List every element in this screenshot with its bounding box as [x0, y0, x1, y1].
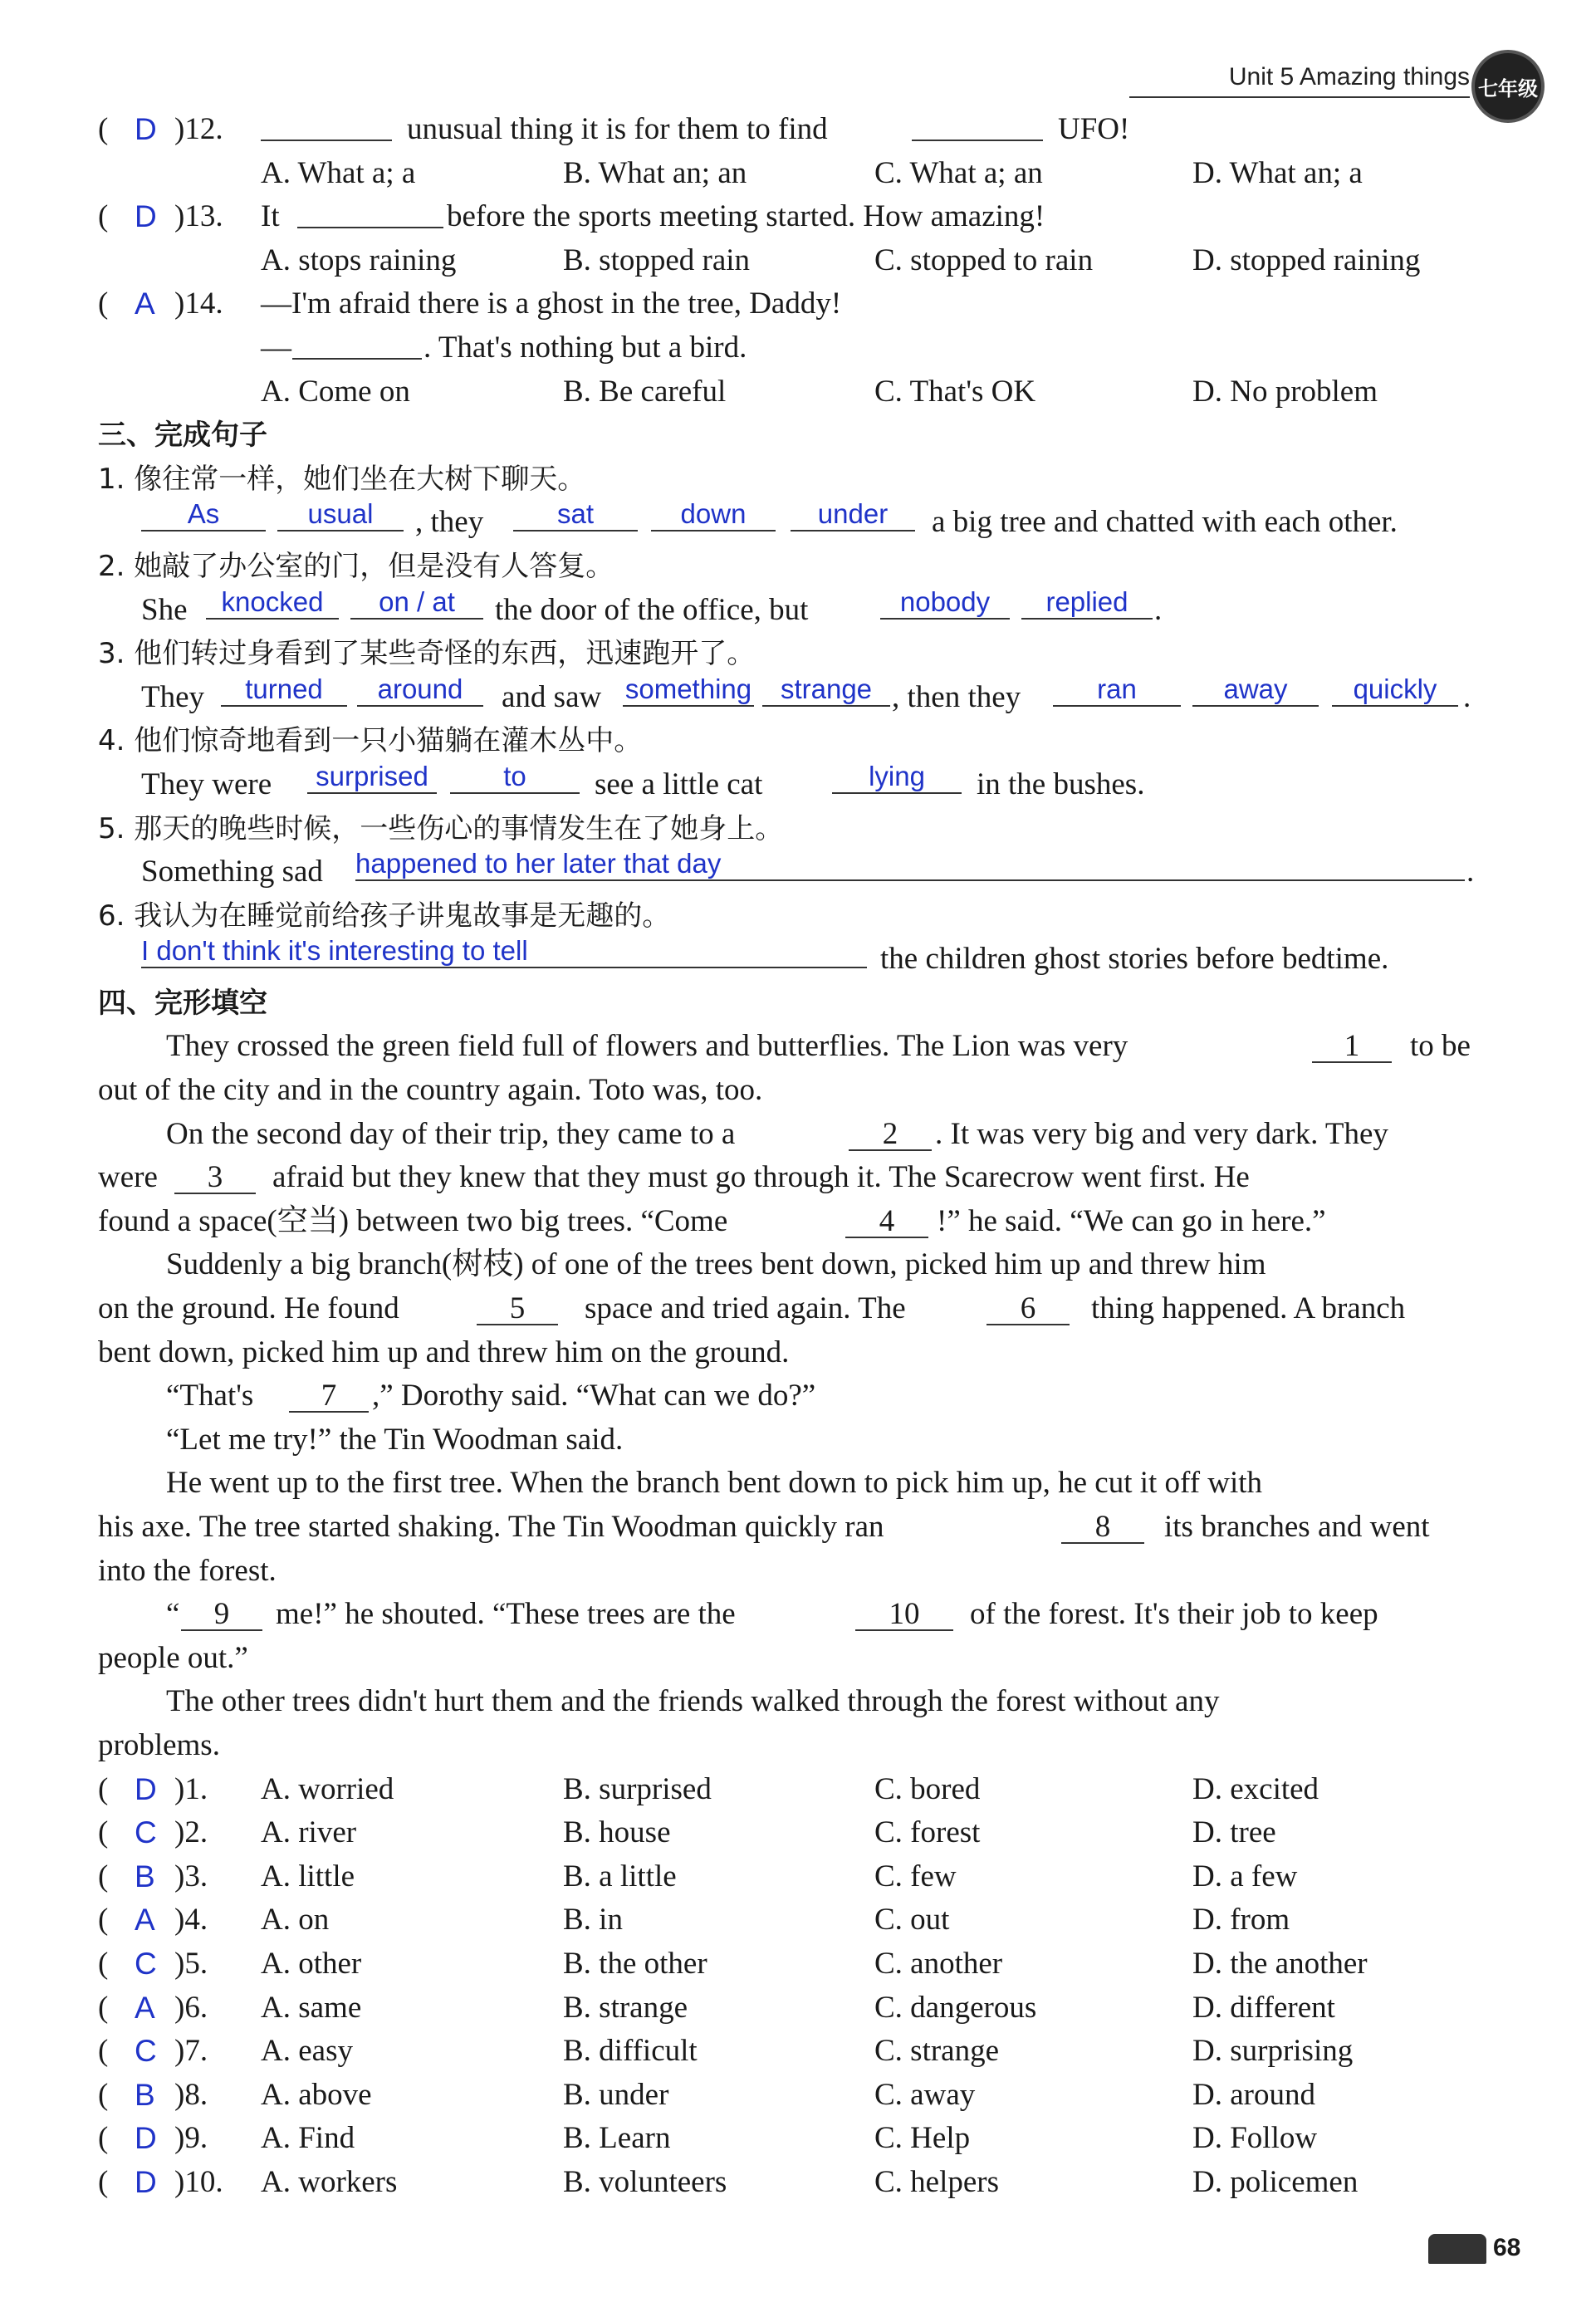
cloze-blank: 4: [845, 1207, 928, 1238]
option: D. from: [1192, 1903, 1290, 1937]
answer-mark: A: [135, 1903, 155, 1937]
cloze-answer-row: ( D )10. A. workers B. volunteers C. helpers D. policemen: [98, 2161, 1476, 2205]
fill-blank: away: [1192, 674, 1319, 707]
option: A. above: [261, 2077, 372, 2112]
fill-blank: happened to her later that day: [355, 848, 1465, 881]
answer-mark: B: [135, 1859, 155, 1893]
option: A. river: [261, 1815, 357, 1850]
answer-mark: D: [135, 199, 157, 234]
option: B. the other: [563, 1946, 707, 1981]
option: C. bored: [874, 1771, 981, 1806]
question-number: )9.: [174, 2121, 208, 2156]
sentence-5-english: Something sad happened to her later that day .: [141, 848, 1475, 889]
sentence-3-english: They turned around and saw something strange , then they ran away quickly .: [141, 673, 1471, 714]
option: A. workers: [261, 2164, 398, 2199]
option: C. dangerous: [874, 1990, 1037, 2025]
answer-blank: [292, 326, 422, 360]
cloze-answer-row: ( C )2. A. river B. house C. forest D. tree: [98, 1811, 1476, 1855]
cloze-answer-row: ( D )1. A. worried B. surprised C. bored D. excited: [98, 1768, 1476, 1812]
fill-blank: quickly: [1332, 674, 1458, 707]
answer-mark: D: [135, 112, 157, 146]
fill-blank: ran: [1053, 674, 1181, 707]
question-number: )1.: [174, 1771, 208, 1806]
question-number: )3.: [174, 1859, 208, 1893]
option: C. Help: [874, 2121, 971, 2156]
cloze-blank: 7: [289, 1381, 369, 1413]
option: B. surprised: [563, 1771, 712, 1806]
answer-mark: D: [135, 1771, 157, 1806]
mc-question-14-reply: — . That's nothing but a bird.: [98, 326, 1476, 370]
option: C. away: [874, 2077, 976, 2112]
cloze-line: The other trees didn't hurt them and the friends walked through the forest without any: [166, 1684, 1220, 1719]
cloze-line: were 3 afraid but they knew that they must go through it. The Scarecrow went first. He: [98, 1160, 1250, 1195]
book-logo-icon: [1428, 2234, 1486, 2264]
option: C. helpers: [874, 2164, 1000, 2199]
cloze-blank: 2: [849, 1119, 932, 1151]
cloze-line: “Let me try!” the Tin Woodman said.: [166, 1422, 624, 1457]
option: A. Find: [261, 2121, 355, 2156]
fill-blank: knocked: [206, 586, 339, 620]
fill-blank: turned: [221, 674, 347, 707]
option: A. on: [261, 1903, 330, 1937]
option: A. little: [261, 1859, 355, 1893]
fill-blank: something: [623, 674, 754, 707]
option: C. forest: [874, 1815, 981, 1850]
cloze-line: people out.”: [98, 1640, 248, 1675]
option: B. Learn: [563, 2121, 671, 2156]
option: D. excited: [1192, 1771, 1319, 1806]
sentence-4-english: They were surprised to see a little cat lying in the bushes.: [141, 760, 1145, 801]
cloze-answer-row: ( A )4. A. on B. in C. out D. from: [98, 1898, 1476, 1942]
cloze-line: found a space(空当) between two big trees. “Come 4 !” he said. “We can go in here.”: [98, 1203, 1326, 1238]
header-rule: [1129, 96, 1470, 98]
cloze-line: his axe. The tree started shaking. The Tin Woodman quickly ran 8 its branches and went: [98, 1510, 1430, 1544]
answer-mark: A: [135, 1990, 155, 2025]
grade-badge-icon: 七年级: [1471, 50, 1545, 123]
sentence-4-chinese: 4. 他们惊奇地看到一只小猫躺在灌木丛中。: [98, 724, 643, 758]
fill-blank: As: [141, 498, 266, 531]
option: B. difficult: [563, 2034, 698, 2069]
option: D. Follow: [1192, 2121, 1318, 2156]
option: B. in: [563, 1903, 623, 1937]
mc-options-13: A. stops raining B. stopped rain C. stopped to rain D. stopped raining: [261, 242, 1421, 277]
fill-blank: strange: [762, 674, 890, 707]
question-number: )6.: [174, 1990, 208, 2025]
cloze-answer-row: ( A )6. A. same B. strange C. dangerous D. different: [98, 1986, 1476, 2030]
option: C. another: [874, 1946, 1003, 1981]
cloze-line: on the ground. He found 5 space and tried again. The 6 thing happened. A branch: [98, 1291, 1406, 1326]
cloze-answer-row: ( C )7. A. easy B. difficult C. strange D. surprising: [98, 2030, 1476, 2074]
answer-blank: [912, 108, 1043, 141]
fill-blank: surprised: [307, 761, 437, 794]
cloze-line: They crossed the green field full of flowers and butterflies. The Lion was very 1 to be: [166, 1029, 1471, 1064]
cloze-answer-list: [98, 1768, 1476, 2205]
page-header: [1104, 50, 1569, 116]
option: D. the another: [1192, 1946, 1368, 1981]
page-footer: [1428, 2234, 1520, 2264]
question-number: )4.: [174, 1903, 208, 1937]
option: B. house: [563, 1815, 671, 1850]
mc-options-14: A. Come on B. Be careful C. That's OK D. No problem: [261, 374, 1378, 409]
sentence-2-chinese: 2. 她敲了办公室的门，但是没有人答复。: [98, 549, 614, 583]
fill-blank: usual: [277, 498, 404, 531]
sentence-6-chinese: 6. 我认为在睡觉前给孩子讲鬼故事是无趣的。: [98, 899, 671, 933]
sentence-1-english: As usual , they sat down under a big tree and chatted with each other.: [98, 501, 1476, 545]
fill-blank: replied: [1021, 586, 1153, 620]
cloze-line: On the second day of their trip, they came to a 2 . It was very big and very dark. They: [166, 1116, 1388, 1151]
option: C. strange: [874, 2034, 1000, 2069]
option: B. volunteers: [563, 2164, 727, 2199]
option: D. policemen: [1192, 2164, 1359, 2199]
cloze-line: bent down, picked him up and threw him on the ground.: [98, 1335, 790, 1369]
cloze-answer-row: ( B )8. A. above B. under C. away D. around: [98, 2074, 1476, 2118]
fill-blank: I don't think it's interesting to tell: [141, 935, 867, 968]
question-number: )2.: [174, 1815, 208, 1850]
fill-blank: lying: [832, 761, 962, 794]
section-title-cloze: 四、完形填空: [98, 986, 267, 1020]
answer-mark: D: [135, 2121, 157, 2156]
fill-blank: sat: [513, 498, 638, 531]
sentence-3-chinese: 3. 他们转过身看到了某些奇怪的东西，迅速跑开了。: [98, 637, 756, 671]
option: A. other: [261, 1946, 362, 1981]
fill-blank: to: [450, 761, 580, 794]
cloze-line: into the forest.: [98, 1553, 277, 1588]
sentence-5-chinese: 5. 那天的晚些时候，一些伤心的事情发生在了她身上。: [98, 811, 784, 845]
answer-mark: C: [135, 2034, 157, 2069]
cloze-line: “ 9 me!” he shouted. “These trees are the 10 of the forest. It's their job to keep: [166, 1597, 1378, 1632]
sentence-2-english: She knocked on / at the door of the office, but nobody replied .: [141, 585, 1163, 627]
fill-blank: on / at: [350, 586, 483, 620]
option: B. a little: [563, 1859, 677, 1893]
cloze-line: He went up to the first tree. When the branch bent down to pick him up, he cut it off with: [166, 1466, 1263, 1501]
mc-question-14: ( A )14. —I'm afraid there is a ghost in the tree, Daddy!: [98, 282, 1476, 326]
question-number: )10.: [174, 2164, 223, 2199]
question-number: )8.: [174, 2077, 208, 2112]
option: D. around: [1192, 2077, 1315, 2112]
option: A. easy: [261, 2034, 353, 2069]
answer-blank: [261, 108, 392, 141]
cloze-line: problems.: [98, 1727, 220, 1762]
sentence-1-chinese: 1. 像往常一样，她们坐在大树下聊天。: [98, 462, 586, 496]
cloze-line: Suddenly a big branch(树枝) of one of the trees bent down, picked him up and threw him: [166, 1247, 1266, 1282]
page-content: [98, 108, 1476, 2205]
option: D. different: [1192, 1990, 1335, 2025]
answer-blank: [297, 195, 443, 228]
cloze-blank: 3: [174, 1163, 256, 1194]
question-number: )7.: [174, 2034, 208, 2069]
cloze-answer-row: ( C )5. A. other B. the other C. another D. the another: [98, 1942, 1476, 1986]
option: D. a few: [1192, 1859, 1298, 1893]
cloze-blank: 5: [477, 1294, 558, 1325]
unit-title: Unit 5 Amazing things: [1228, 63, 1470, 91]
option: D. surprising: [1192, 2034, 1354, 2069]
option: C. few: [874, 1859, 957, 1893]
cloze-answer-row: ( B )3. A. little B. a little C. few D. a few: [98, 1855, 1476, 1899]
fill-blank: nobody: [880, 586, 1010, 620]
cloze-blank: 1: [1312, 1031, 1392, 1063]
answer-mark: C: [135, 1946, 157, 1981]
cloze-blank: 9: [181, 1599, 262, 1631]
section-title-complete-sentences: 三、完成句子: [98, 419, 267, 453]
answer-mark: D: [135, 2164, 157, 2199]
cloze-blank: 10: [855, 1599, 953, 1631]
option: C. out: [874, 1903, 950, 1937]
answer-mark: B: [135, 2077, 155, 2112]
option: A. worried: [261, 1771, 394, 1806]
cloze-blank: 6: [986, 1294, 1070, 1325]
mc-question-12: ( D )12. unusual thing it is for them to find UFO!: [98, 108, 1476, 152]
cloze-line: “That's 7 ,” Dorothy said. “What can we do?”: [166, 1379, 816, 1413]
answer-mark: A: [135, 287, 155, 321]
sentence-6-english: I don't think it's interesting to tell the children ghost stories before bedtime.: [141, 935, 1389, 977]
question-number: )5.: [174, 1946, 208, 1981]
cloze-blank: 8: [1061, 1512, 1144, 1544]
page-number: 68: [1493, 2234, 1521, 2261]
cloze-line: out of the city and in the country again. Toto was, too.: [98, 1073, 763, 1108]
option: A. same: [261, 1990, 362, 2025]
option: B. strange: [563, 1990, 688, 2025]
option: B. under: [563, 2077, 669, 2112]
fill-blank: down: [651, 498, 776, 531]
mc-question-13: ( D )13. It before the sports meeting started. How amazing!: [98, 195, 1476, 239]
fill-blank: around: [357, 674, 483, 707]
mc-options-12: A. What a; a B. What an; an C. What a; an D. What an; a: [261, 155, 1363, 190]
answer-mark: C: [135, 1815, 157, 1850]
cloze-answer-row: ( D )9. A. Find B. Learn C. Help D. Follow: [98, 2117, 1476, 2161]
option: D. tree: [1192, 1815, 1276, 1850]
fill-blank: under: [791, 498, 915, 531]
